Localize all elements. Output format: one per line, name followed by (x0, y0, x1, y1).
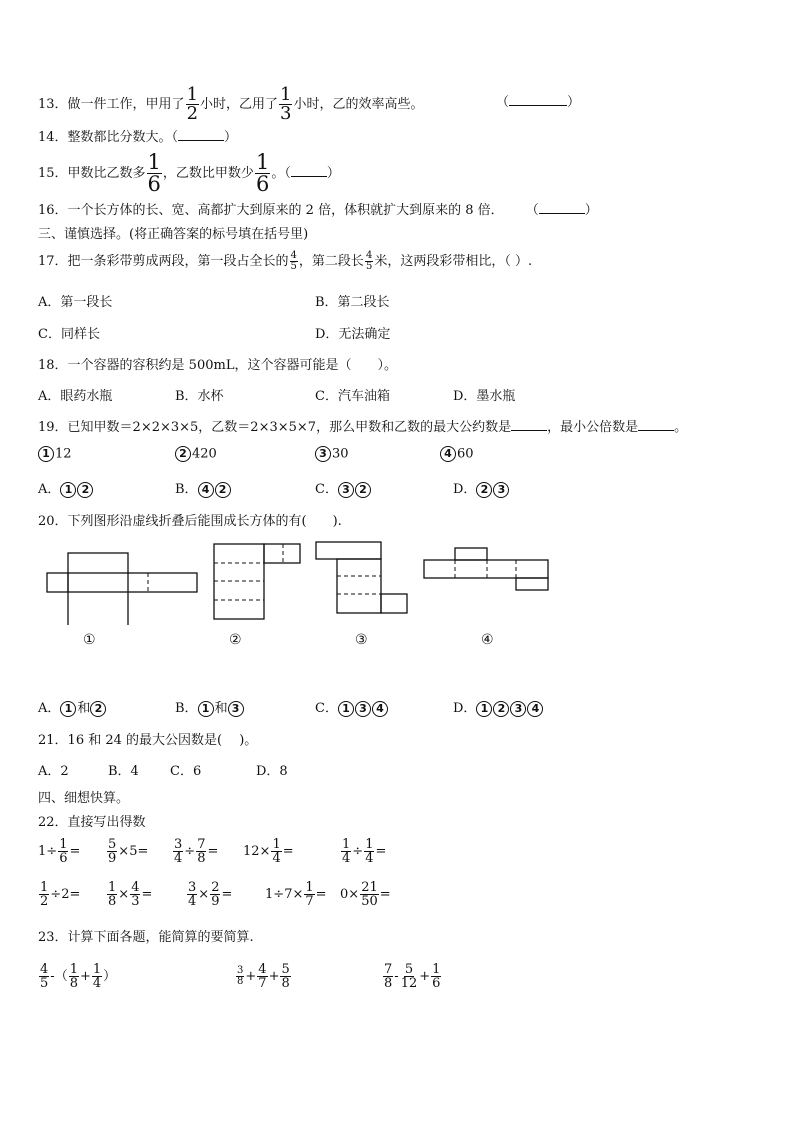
net-figure-3 (316, 542, 407, 613)
expression: $\frac{5}{9}$ ×5= (108, 837, 149, 866)
figure-label-4: ④ (481, 632, 494, 648)
net-figure-4 (424, 548, 548, 590)
fraction: $\frac{4}{5}$ (365, 250, 373, 272)
net-figure-1 (47, 553, 197, 625)
option-b[interactable]: B． 4 2 (175, 478, 232, 498)
option-a[interactable]: A． 1 2 (38, 478, 94, 498)
option-b[interactable]: B． 1 和 3 (175, 697, 245, 717)
fraction: $\frac{3}{8}$ (237, 965, 244, 987)
question-13: 13．做一件工作，甲用了 $\frac{1}{2}$ 小时，乙用了 $\frac{1}{3}$ 小时，乙的效率高些。 (38, 84, 424, 124)
expression: $\frac{3}{8}$ + $\frac{4}{7}$ + $\frac{5}{8}$ (237, 962, 290, 991)
option-d[interactable]: D．无法确定 (315, 327, 391, 342)
fraction: $\frac{7}{8}$ (197, 837, 206, 866)
fraction: $\frac{5}{8}$ (281, 962, 290, 991)
fraction: $\frac{1}{2}$ (186, 84, 199, 124)
fraction: $\frac{3}{4}$ (188, 880, 197, 909)
option-b[interactable]: B．4 (108, 764, 139, 779)
figure-label-3: ③ (355, 632, 368, 648)
option-c[interactable]: C．汽车油箱 (315, 389, 390, 404)
fraction: $\frac{1}{4}$ (365, 837, 374, 866)
option-c[interactable]: C．6 (170, 764, 202, 779)
answer-blank-13[interactable]: （ ） (496, 95, 581, 110)
fraction: $\frac{1}{4}$ (92, 962, 102, 991)
question-22-title: 22．直接写出得数 (38, 815, 146, 830)
expression: $\frac{4}{5}$ -（ $\frac{1}{8}$ + $\frac{1}{4}$ ） (40, 962, 117, 991)
question-21: 21．16 和 24 的最大公因数是( )。 (38, 733, 258, 748)
question-14: 14．整数都比分数大。（ ） (38, 130, 238, 145)
option-d[interactable]: D．8 (256, 764, 288, 779)
option-c[interactable]: C． 3 2 (315, 478, 372, 498)
fraction: $\frac{1}{6}$ (255, 150, 270, 196)
fraction: $\frac{1}{8}$ (108, 880, 117, 909)
option-d[interactable]: D． 1 2 3 4 (453, 697, 544, 717)
option-b[interactable]: B．水杯 (175, 389, 224, 404)
fraction: $\frac{4}{3}$ (131, 880, 140, 909)
option-d[interactable]: D． 2 3 (453, 478, 510, 498)
fraction: $\frac{1}{6}$ (147, 150, 161, 196)
section-heading: 三、谨慎选择。(将正确答案的标号填在括号里) (38, 227, 309, 242)
option-b[interactable]: B．第二段长 (315, 295, 390, 310)
expression: 1÷ $\frac{1}{6}$ = (38, 837, 81, 866)
expression: 1÷7× $\frac{1}{7}$ = (265, 880, 327, 909)
fraction: $\frac{7}{8}$ (384, 962, 393, 991)
question-17: 17．把一条彩带剪成两段，第一段占全长的 $\frac{4}{5}$ ，第二段长 $\frac{4}{5}$ 米，这两段彩带相比，（ ）. (38, 250, 533, 272)
answer-blank-16[interactable] (539, 201, 585, 214)
option-a[interactable]: A．眼药水瓶 (38, 389, 113, 404)
fraction: $\frac{1}{6}$ (432, 962, 441, 991)
fraction: $\frac{5}{12}$ (400, 962, 418, 991)
fraction: $\frac{1}{4}$ (342, 837, 351, 866)
choice-4: 4 60 (440, 446, 474, 462)
choice-1: 1 12 (38, 446, 72, 462)
option-a[interactable]: A． 1 和 2 (38, 697, 107, 717)
question-18: 18．一个容器的容积约是 500mL，这个容器可能是（ ）。 (38, 358, 397, 373)
expression: $\frac{3}{4}$ ÷ $\frac{7}{8}$ = (174, 837, 219, 866)
question-16: 16．一个长方体的长、宽、高都扩大到原来的 2 倍，体积就扩大到原来的 8 倍． （ ） (38, 203, 598, 218)
fraction: $\frac{1}{4}$ (272, 837, 281, 866)
answer-blank-15[interactable] (291, 164, 327, 177)
option-c[interactable]: C． 1 3 4 (315, 697, 389, 717)
option-d[interactable]: D．墨水瓶 (453, 389, 516, 404)
expression: $\frac{7}{8}$ - $\frac{5}{12}$ + $\frac{1}{6}$ (384, 962, 441, 991)
option-a[interactable]: A．2 (38, 764, 69, 779)
question-19: 19．已知甲数＝2×2×3×5，乙数＝2×3×5×7，那么甲数和乙数的最大公约数是 ，最小公倍数是 。 (38, 420, 688, 435)
fraction: $\frac{2}{9}$ (211, 880, 220, 909)
expression: $\frac{1}{4}$ ÷ $\frac{1}{4}$ = (342, 837, 387, 866)
question-20: 20．下列图形沿虚线折叠后能围成长方体的有( ). (38, 514, 342, 529)
expression: $\frac{1}{8}$ × $\frac{4}{3}$ = (108, 880, 153, 909)
figure-label-1: ① (83, 632, 96, 648)
answer-blank-14[interactable] (178, 128, 224, 141)
option-c[interactable]: C．同样长 (38, 327, 100, 342)
option-a[interactable]: A．第一段长 (38, 295, 113, 310)
fraction: $\frac{1}{3}$ (280, 84, 292, 124)
choice-3: 3 30 (315, 446, 349, 462)
question-23-title: 23．计算下面各题，能简算的要简算. (38, 930, 254, 945)
expression: $\frac{3}{4}$ × $\frac{2}{9}$ = (188, 880, 233, 909)
fraction: $\frac{1}{7}$ (305, 880, 314, 909)
fraction: $\frac{4}{5}$ (40, 962, 49, 991)
fraction: $\frac{3}{4}$ (174, 837, 183, 866)
fraction: $\frac{21}{50}$ (361, 880, 378, 909)
question-15: 15．甲数比乙数多 $\frac{1}{6}$ ，乙数比甲数少 $\frac{1}{6}$ 。（ ） (38, 150, 340, 196)
expression: 12× $\frac{1}{4}$ = (243, 837, 294, 866)
expression: 0× $\frac{21}{50}$ = (340, 880, 391, 909)
fraction: $\frac{1}{2}$ (40, 880, 49, 909)
answer-blank-gcd[interactable] (511, 418, 547, 431)
expression: $\frac{1}{2}$ ÷2= (40, 880, 81, 909)
fraction: $\frac{4}{7}$ (258, 962, 267, 991)
figure-label-2: ② (229, 632, 242, 648)
fraction: $\frac{1}{8}$ (69, 962, 78, 991)
fraction: $\frac{1}{6}$ (59, 837, 68, 866)
fraction: $\frac{5}{9}$ (108, 837, 117, 866)
net-figures (0, 535, 794, 625)
net-figure-2 (214, 544, 300, 619)
answer-blank-lcm[interactable] (638, 418, 674, 431)
fraction: $\frac{4}{5}$ (290, 250, 297, 272)
section-heading: 四、细想快算。 (38, 791, 130, 806)
choice-2: 2 420 (175, 446, 217, 462)
